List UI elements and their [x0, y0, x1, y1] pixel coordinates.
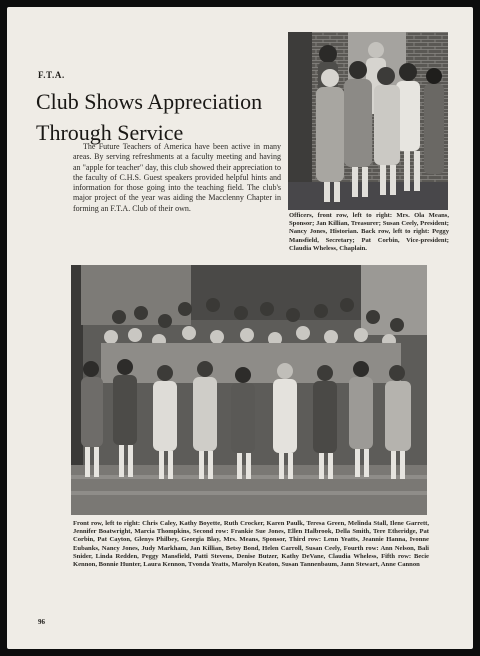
page-number: 96: [38, 618, 45, 626]
article-body: The Future Teachers of America have been active in many areas. By serving refreshments at a faculty meeting and having an "apple for teacher" day, this club showed their appreciation to the faculty of C.H.S. Guest speakers provided helpful hints and information for those going into the teaching field. The club's major project of the year was aiding the Macclenny Chapter in forming an F.T.A. Club of their own.: [73, 142, 281, 213]
club-group-photo: [71, 265, 427, 515]
page-title: Club Shows Appreciation Through Service: [36, 89, 263, 145]
club-caption: Front row, left to right: Chris Caley, Kathy Boyette, Ruth Crocker, Karen Paulk, Teresa Green, Melinda Stall, Ilene Garrett, Jennifer Boatwright, Marcia Thompkins, Second row: Frankie Sue Jones, Ellen Halbrook, Della Smith, Tere Etheridge, Pat Corbin, Pat Cayton, Glenys Philbey, Georgia Blay, Mrs. Means, Sponsor, Third row: Lenn Yeatts, Jeannie Hanna, Ivonne Eubanks, Nancy Jones, Judy Markham, Jan Killian, Betsy Bond, Helen Carroll, Susan Ceely, Fourth row: Ann Nelson, Bali Snider, Linda Redden, Peggy Mansfield, Patti Stevens, Denise Butzer, Kathy DeVane, Claudia Wheless, Fifth row: Becie Kennon, Bonnie Hunter, Laura Kennon, Tvonda Yeatts, Marolyn Keaton, Susan Tannenbaum, Jann Stewart, Anne Cannon: [73, 520, 429, 569]
yearbook-page: [7, 7, 473, 649]
officers-photo: [288, 32, 448, 210]
section-label: F.T.A.: [38, 70, 65, 80]
officers-caption: Officers, front row, left to right: Mrs. Ola Means, Sponsor; Jan Killian, Treasurer; Susan Ceely, President; Nancy Jones, Historian. Back row, left to right: Peggy Mansfield, Secretary; Pat Corbin, Vice-president; Claudia Wheless, Chaplain.: [289, 212, 449, 252]
